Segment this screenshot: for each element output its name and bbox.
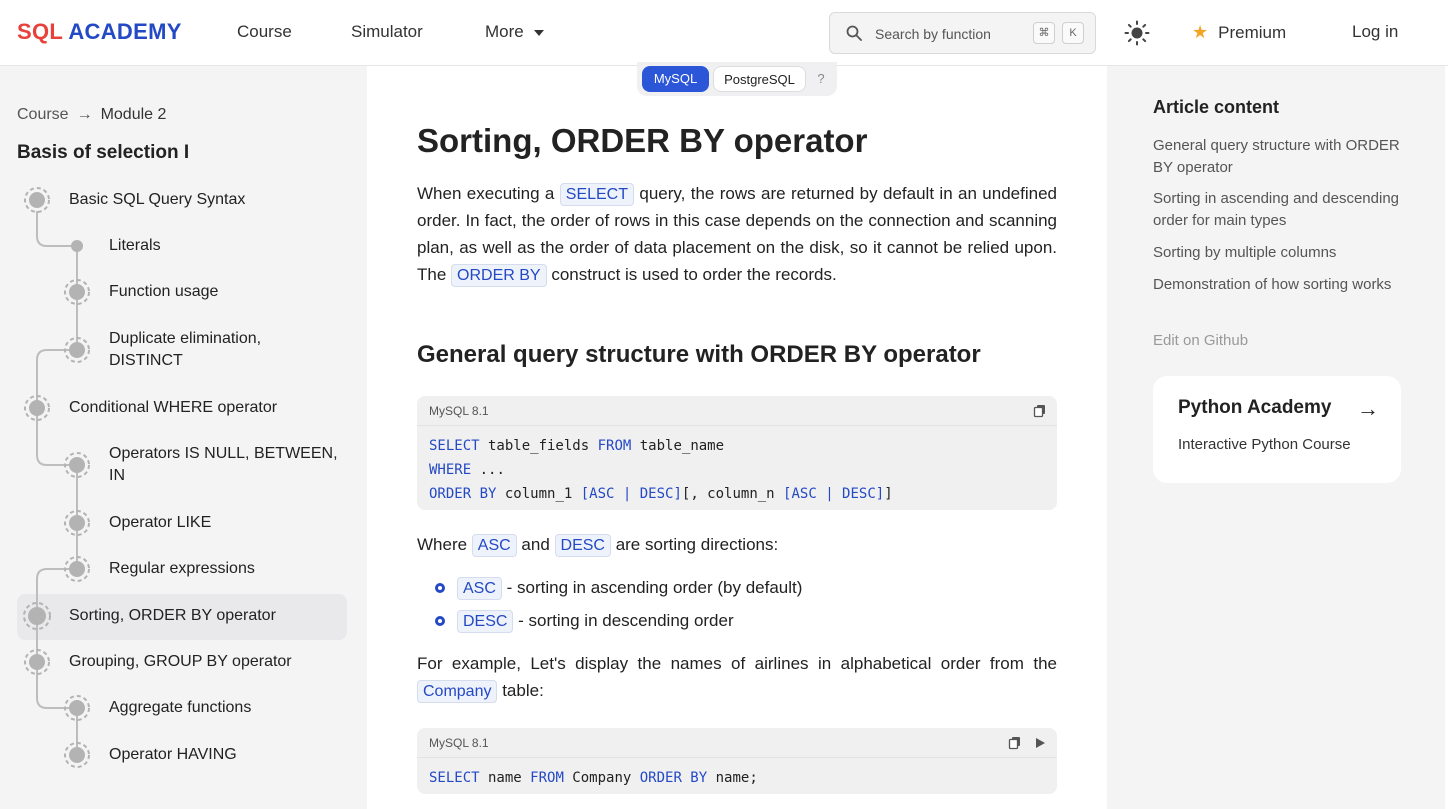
python-academy-card[interactable] (1153, 376, 1401, 483)
example-paragraph (417, 650, 1057, 704)
db-switch (637, 62, 837, 96)
code-body (417, 426, 1057, 514)
article-toc-panel (1107, 66, 1448, 809)
toc-title: Article content (1153, 97, 1280, 117)
breadcrumb-course[interactable]: Course (17, 106, 69, 123)
breadcrumb-arrow-icon: → (76, 106, 93, 123)
inline-code-orderby: ORDER BY (451, 264, 547, 287)
intro-text-1: When executing a (417, 184, 560, 203)
promo-subtitle: Interactive Python Course (1178, 436, 1351, 453)
logo-sql: SQL (17, 19, 63, 44)
where-text-1: Where (417, 535, 472, 554)
course-sidebar (0, 66, 367, 809)
bullet-icon (435, 616, 445, 626)
code-token: name; (707, 770, 758, 786)
code-token: column_1 (496, 486, 581, 502)
code-token: Company (563, 770, 640, 786)
page-title: Sorting, ORDER BY operator (417, 122, 868, 159)
inline-code-company: Company (417, 680, 497, 703)
inline-code-select: SELECT (560, 183, 634, 206)
code-token: table_name (631, 438, 725, 454)
code-token: WHERE (429, 462, 472, 478)
lesson-item[interactable]: Grouping, GROUP BY operator (69, 653, 292, 670)
inline-code-desc: DESC (555, 534, 611, 557)
login-link[interactable]: Log in (1352, 22, 1399, 41)
list-item (417, 574, 802, 607)
code-token: ORDER BY (639, 770, 708, 786)
promo-title: Python Academy (1178, 397, 1332, 418)
where-paragraph (417, 531, 1057, 558)
lesson-item[interactable]: Aggregate functions (109, 699, 252, 716)
code-block-example (417, 728, 1057, 794)
code-token: ORDER BY (429, 486, 497, 502)
code-token: ] (884, 486, 893, 502)
code-token: FROM (530, 770, 564, 786)
lesson-item[interactable]: Operator LIKE (109, 514, 212, 531)
code-token: [ASC | DESC] (580, 486, 682, 502)
kbd-k: K (1062, 22, 1084, 44)
code-block-header (417, 396, 1057, 426)
list-item (417, 607, 802, 640)
kbd-cmd: ⌘ (1033, 22, 1055, 44)
lesson-item[interactable]: Regular expressions (109, 560, 255, 577)
nav-more-label: More (485, 22, 524, 41)
db-postgresql-button[interactable]: PostgreSQL (713, 66, 806, 92)
toc-link[interactable]: Demonstration of how sorting works (1153, 276, 1392, 293)
lesson-item[interactable]: Operators IS NULL, BETWEEN, IN (109, 445, 338, 484)
code-lang-label: MySQL 8.1 (429, 736, 489, 750)
logo[interactable] (17, 19, 182, 45)
nav-more[interactable] (485, 22, 544, 42)
top-header (0, 0, 1448, 66)
premium-label: Premium (1218, 23, 1287, 42)
code-block-header (417, 728, 1057, 758)
where-text-3: are sorting directions: (610, 535, 779, 554)
search-input[interactable] (875, 24, 1025, 44)
lesson-item[interactable]: Function usage (109, 283, 219, 300)
section-heading: General query structure with ORDER BY operator (417, 341, 981, 368)
lesson-item[interactable]: Operator HAVING (109, 746, 237, 763)
where-text-2: and (516, 535, 555, 554)
search-box[interactable] (829, 12, 1096, 54)
copy-icon[interactable] (1008, 736, 1022, 750)
inline-code: ASC (457, 577, 502, 600)
chevron-down-icon (534, 30, 544, 36)
star-icon: ★ (1192, 22, 1209, 42)
module-title: Basis of selection I (17, 142, 190, 163)
bullet-icon (435, 583, 445, 593)
copy-icon[interactable] (1033, 404, 1047, 418)
toc-link[interactable]: Sorting in ascending and descending order for main types (1153, 190, 1400, 229)
toc-link[interactable]: Sorting by multiple columns (1153, 244, 1337, 261)
logo-academy: ACADEMY (68, 19, 182, 44)
list-item-text: - sorting in ascending order (by default) (501, 578, 803, 597)
intro-text-3: construct is used to order the records. (546, 265, 837, 284)
example-text-1: For example, Let's display the names of airlines in alphabetical order from the (417, 654, 1057, 673)
code-token: SELECT (429, 770, 480, 786)
intro-paragraph (417, 180, 1057, 288)
lesson-item[interactable]: Conditional WHERE operator (69, 399, 278, 416)
article-main (367, 66, 1107, 809)
lesson-item[interactable]: Literals (109, 237, 161, 254)
inline-code-asc: ASC (472, 534, 517, 557)
nav-course[interactable]: Course (237, 22, 292, 41)
direction-list (417, 574, 802, 640)
premium-link[interactable] (1192, 22, 1286, 43)
code-token: name (479, 770, 531, 786)
lesson-item[interactable]: Duplicate elimination, DISTINCT (109, 330, 262, 369)
example-text-2: table: (497, 681, 544, 700)
theme-toggle-sun-icon[interactable] (1124, 20, 1150, 46)
code-token: table_fields (479, 438, 598, 454)
breadcrumb-module[interactable]: Module 2 (100, 106, 167, 123)
arrow-right-icon: → (1357, 396, 1379, 421)
help-icon[interactable]: ? (817, 71, 825, 86)
intro-text-2: query, the rows are returned by default in an undefined order. In fact, the order of rows in this case depends on the connection and scanning plan, as well as the order of data placement on the disk, so it cannot be relied upon. The (417, 184, 1057, 284)
code-token: ... (471, 462, 505, 478)
code-body (417, 758, 1057, 798)
search-icon (846, 25, 862, 41)
code-token: [, column_n (681, 486, 784, 502)
code-lang-label: MySQL 8.1 (429, 404, 489, 418)
list-item-text: - sorting in descending order (513, 611, 734, 630)
lesson-item[interactable]: Basic SQL Query Syntax (69, 191, 246, 208)
code-token: [ASC | DESC] (783, 486, 885, 502)
code-block-structure (417, 396, 1057, 510)
edit-on-github-link[interactable]: Edit on Github (1153, 332, 1249, 349)
nav-simulator[interactable]: Simulator (351, 22, 423, 41)
lesson-item-active[interactable]: Sorting, ORDER BY operator (69, 607, 276, 624)
db-mysql-button[interactable]: MySQL (642, 66, 709, 92)
toc-link[interactable]: General query structure with ORDER BY operator (1153, 137, 1400, 176)
code-token: FROM (597, 438, 632, 454)
play-icon[interactable] (1033, 736, 1047, 750)
code-token: SELECT (429, 438, 480, 454)
inline-code: DESC (457, 610, 513, 633)
